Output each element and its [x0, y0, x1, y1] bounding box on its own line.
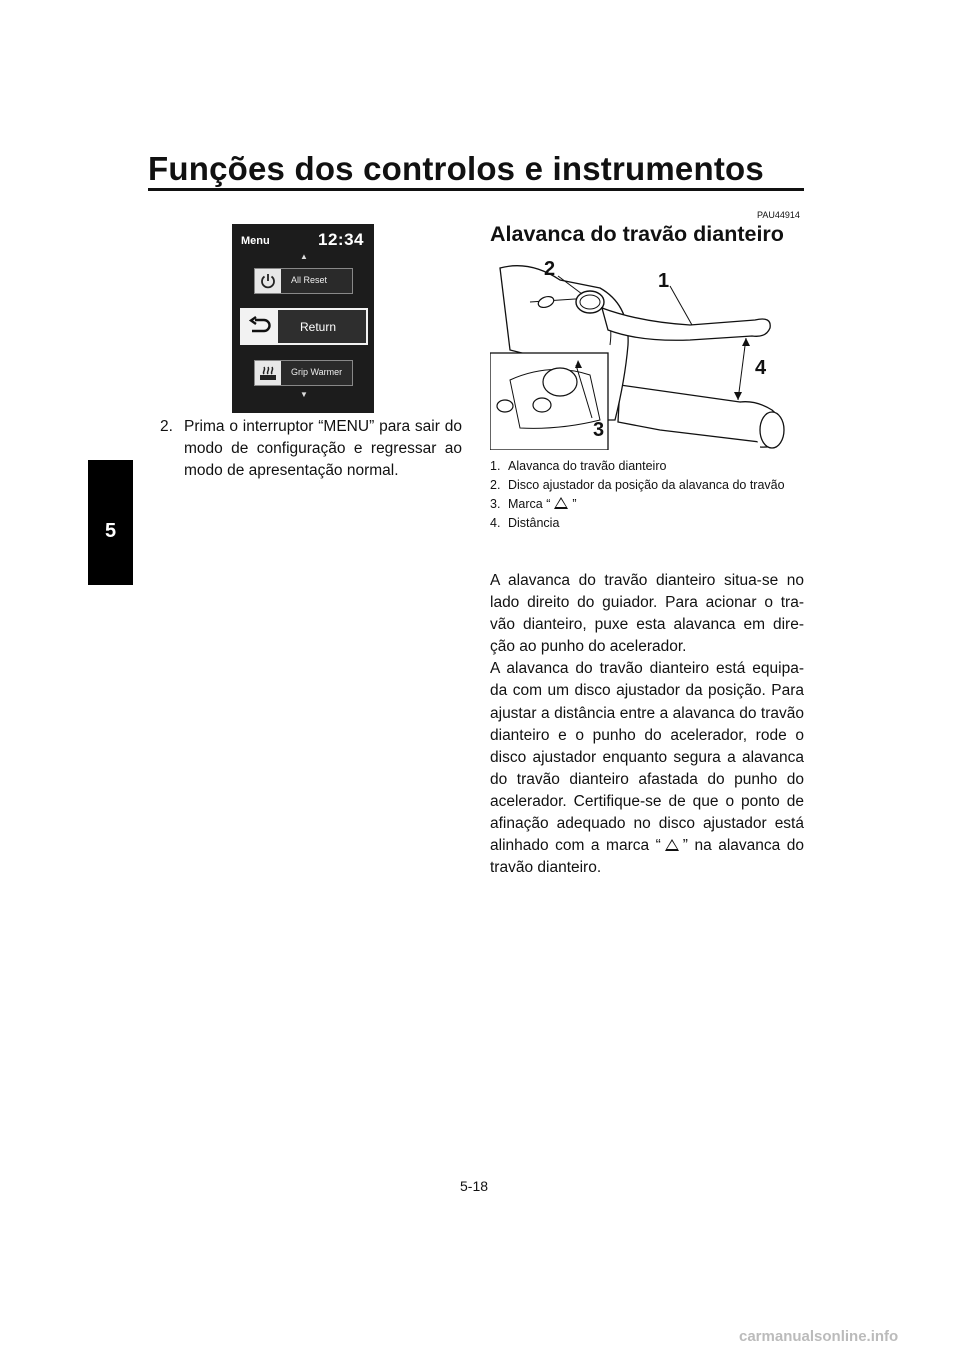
power-icon	[255, 269, 281, 293]
grip-warmer-icon	[255, 361, 281, 385]
caption-item: 3. Marca “ ”	[490, 497, 577, 511]
menu-item-grip-warmer	[254, 360, 353, 386]
menu-item-label: Grip Warmer	[291, 367, 343, 377]
chapter-number: 5	[104, 520, 117, 542]
callout-3: 3	[593, 419, 605, 441]
caption-item: 1. Alavanca do travão dianteiro	[490, 459, 667, 473]
up-arrow-icon: ▲	[300, 252, 308, 261]
caption-item: 2. Disco ajustador da posição da alavanca do travão	[490, 478, 785, 492]
menu-item-label: Return	[300, 320, 337, 334]
menu-clock: 12:34	[318, 230, 364, 249]
caption-item: 4. Distância	[490, 516, 560, 530]
step-number: 2.	[160, 418, 173, 435]
step-2	[160, 416, 462, 482]
page-title: Funções dos controlos e instrumentos	[148, 150, 764, 187]
menu-display	[232, 224, 374, 413]
step-text: Prima o interruptor “MENU” para sair do modo de configuração e regressar ao modo de apresentação normal.	[184, 418, 462, 479]
triangle-mark-icon	[554, 497, 568, 509]
menu-label: Menu	[241, 235, 270, 247]
down-arrow-icon: ▼	[300, 390, 308, 399]
menu-item-all-reset	[254, 268, 353, 294]
page-number: 5-18	[460, 1178, 489, 1194]
reference-code: PAU44914	[757, 210, 800, 220]
watermark: carmanualsonline.info	[739, 1328, 899, 1345]
triangle-mark-icon	[665, 839, 679, 851]
figure-captions	[490, 458, 804, 534]
brake-lever-figure	[490, 250, 804, 450]
paragraph: A alavanca do travão dianteiro situa-se no lado direito do guiador. Para acionar o tra-vão dianteiro, puxe esta alavanca em dire-ção ao punho do acelerador.	[490, 572, 804, 656]
chapter-tab	[88, 460, 133, 585]
callout-2: 2	[544, 258, 556, 280]
title-rule	[148, 188, 804, 191]
paragraph: A alavanca do travão dianteiro está equipa-da com um disco ajustador da posição. Para ajustar a distância entre a alavanca do travão dianteiro e o punho do acelerador, rode o disco ajustador enquanto segura a alavanca do travão dianteiro afastada do punho do acelerador. Certifique-se de que o ponto de afinação adequado no disco ajustador está alinhado com a marca “ ” na alavanca do travão dianteiro.	[490, 660, 804, 877]
callout-4: 4	[755, 357, 767, 379]
menu-item-label: All Reset	[291, 275, 328, 285]
callout-1: 1	[658, 270, 670, 292]
section-title: Alavanca do travão dianteiro	[490, 222, 784, 246]
body-text	[490, 570, 804, 879]
menu-item-return	[240, 308, 368, 345]
return-arrow-icon	[242, 310, 278, 343]
